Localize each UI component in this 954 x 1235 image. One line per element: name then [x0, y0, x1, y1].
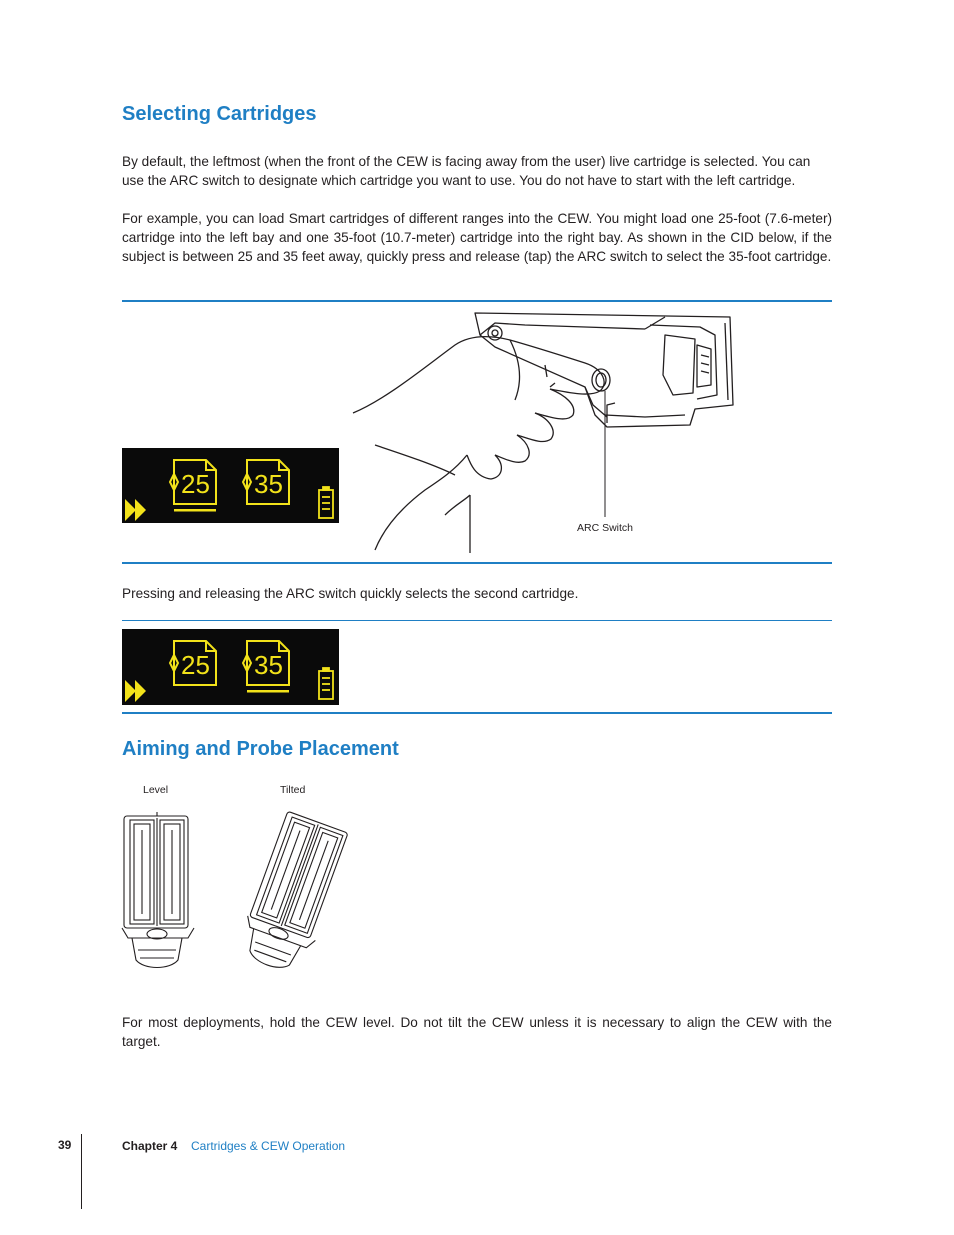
- footer-chapter-title: Cartridges & CEW Operation: [191, 1139, 346, 1153]
- cid-right-number: 35: [254, 650, 283, 680]
- cid-display-first-selected: [122, 448, 339, 523]
- battery-icon: [319, 668, 333, 699]
- selected-underline: [247, 690, 289, 693]
- footer-divider: [81, 1134, 82, 1209]
- label-level: Level: [143, 784, 169, 796]
- paragraph-default-selection: By default, the leftmost (when the front of the CEW is facing away from the user) live cartridge is selected. You can use the ARC switch to designate which cartridge you want to use. You do not have to start with the left cartridge.: [122, 154, 811, 188]
- paragraph-hold-level: For most deployments, hold the CEW level. Do not tilt the CEW unless it is necessary to align the CEW with the target.: [122, 1015, 832, 1049]
- cid-display-second-selected: [122, 629, 339, 705]
- figure2-bottom-rule: [122, 712, 832, 714]
- footer-chapter: Chapter 4: [122, 1139, 178, 1153]
- selected-underline: [174, 509, 216, 512]
- figure-top-rule: [122, 300, 832, 302]
- cew-level-front-view-illustration: [118, 810, 198, 975]
- section-title-selecting-cartridges: Selecting Cartridges: [122, 103, 317, 125]
- hand-holding-cew-illustration: [345, 305, 745, 555]
- figure-bottom-rule: [122, 562, 832, 564]
- paragraph-example: For example, you can load Smart cartridges of different ranges into the CEW. You might load one 25-foot (7.6-meter) cartridge into the left bay and one 35-foot (10.7-meter) cartridge into the right bay. As shown in the CID below, if the subject is between 25 and 35 feet away, quickly press and release (tap) the ARC switch to select the 35-foot cartridge.: [122, 211, 832, 264]
- cid-left-number: 25: [181, 469, 210, 499]
- label-tilted: Tilted: [280, 784, 306, 796]
- fast-forward-icon: [125, 680, 146, 702]
- cew-tilted-front-view-illustration: [232, 808, 357, 978]
- arc-switch-caption: ARC Switch: [577, 522, 634, 534]
- figure2-top-rule: [122, 620, 832, 621]
- battery-icon: [319, 487, 333, 518]
- paragraph-second-cartridge: Pressing and releasing the ARC switch quickly selects the second cartridge.: [122, 586, 579, 601]
- fast-forward-icon: [125, 499, 146, 521]
- cid-right-number: 35: [254, 469, 283, 499]
- section-title-aiming: Aiming and Probe Placement: [122, 738, 399, 760]
- page-number: 39: [58, 1138, 72, 1152]
- cid-left-number: 25: [181, 650, 210, 680]
